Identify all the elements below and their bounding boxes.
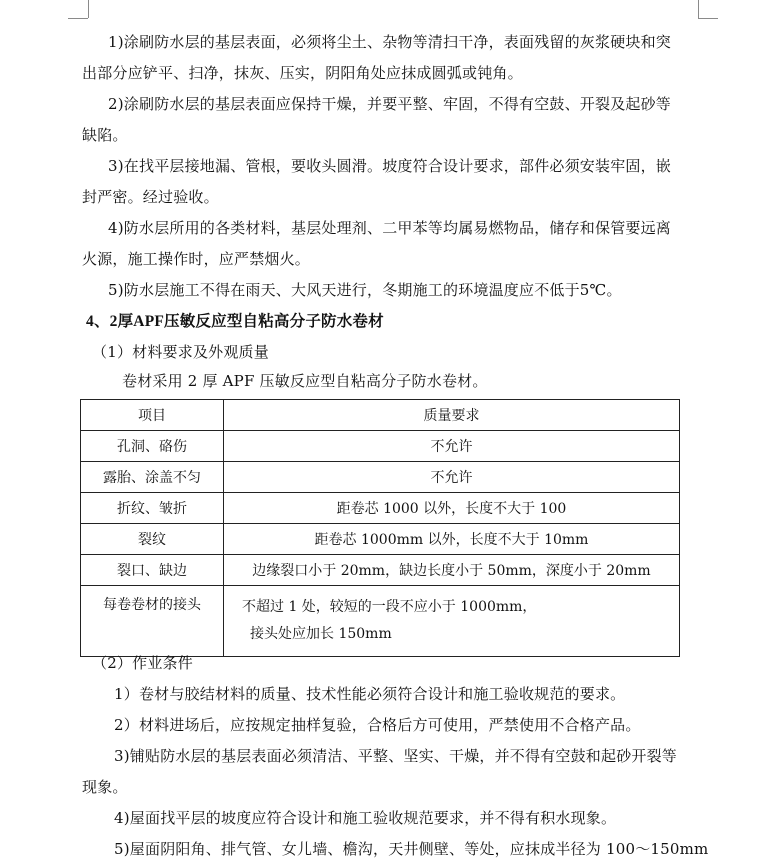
- crop-mark-left-vertical: [88, 0, 89, 18]
- requirement-line: 不超过 1 处，较短的一段不应小于 1000mm，: [242, 599, 537, 615]
- table-cell-item: 每卷卷材的接头: [81, 586, 224, 657]
- crop-mark-left-horizontal: [68, 18, 88, 19]
- paragraph-line: 1)涂刷防水层的基层表面，必须将尘土、杂物等清扫干净，表面残留的灰浆硬块和突: [108, 33, 671, 51]
- table-header-row: [81, 400, 680, 431]
- table-row: [81, 493, 680, 524]
- table-row: [81, 431, 680, 462]
- paragraph-line: 2）材料进场后，应按规定抽样复验，合格后方可使用，严禁使用不合格产品。: [114, 716, 641, 734]
- crop-mark-right-horizontal: [698, 18, 718, 19]
- table-cell-item: 孔洞、硌伤: [81, 431, 224, 462]
- table-row: [81, 555, 680, 586]
- subsection-heading: （1）材料要求及外观质量: [92, 343, 269, 361]
- paragraph-line: 火源，施工操作时，应严禁烟火。: [82, 250, 311, 268]
- table-header-cell: 项目: [81, 400, 224, 431]
- paragraph-line: 缺陷。: [82, 126, 128, 144]
- paragraph-line: 2)涂刷防水层的基层表面应保持干燥，并要平整、牢固，不得有空鼓、开裂及起砂等: [108, 95, 671, 113]
- table-header-cell: 质量要求: [224, 400, 680, 431]
- paragraph-line: 1）卷材与胶结材料的质量、技术性能必须符合设计和施工验收规范的要求。: [114, 685, 626, 703]
- section-heading: 4、2厚APF压敏反应型自粘高分子防水卷材: [86, 313, 384, 330]
- paragraph-line: 5)防水层施工不得在雨天、大风天进行，冬期施工的环境温度应不低于5℃。: [108, 281, 622, 299]
- table-cell-requirement: 不允许: [224, 431, 680, 462]
- table-row: [81, 524, 680, 555]
- paragraph-line: 出部分应铲平、扫净，抹灰、压实，阴阳角处应抹成圆弧或钝角。: [82, 64, 523, 82]
- table-cell-item: 露胎、涂盖不匀: [81, 462, 224, 493]
- table-cell-item: 折纹、皱折: [81, 493, 224, 524]
- requirement-line: 接头处应加长 150mm: [250, 626, 392, 642]
- subsection-heading: （2）作业条件: [92, 654, 193, 672]
- table-cell-requirement: [224, 586, 680, 657]
- paragraph-line: 4)防水层所用的各类材料，基层处理剂、二甲苯等均属易燃物品，储存和保管要远离: [108, 219, 671, 237]
- crop-mark-right-vertical: [698, 0, 699, 18]
- table-cell-requirement: 距卷芯 1000 以外，长度不大于 100: [224, 493, 680, 524]
- paragraph-line: 封严密。经过验收。: [82, 188, 219, 206]
- table-cell-item: 裂纹: [81, 524, 224, 555]
- paragraph-line: 5)屋面阴阳角、排气管、女儿墙、檐沟，天井侧壁、等处，应抹成半径为 100～150mm: [114, 840, 709, 858]
- quality-requirements-table: [80, 399, 680, 657]
- table-cell-requirement: 不允许: [224, 462, 680, 493]
- paragraph-line: 3)铺贴防水层的基层表面必须清洁、平整、坚实、干燥，并不得有空鼓和起砂开裂等: [114, 747, 677, 765]
- table-row: [81, 462, 680, 493]
- table-cell-item: 裂口、缺边: [81, 555, 224, 586]
- paragraph-line: 卷材采用 2 厚 APF 压敏反应型自粘高分子防水卷材。: [122, 372, 488, 390]
- table-cell-requirement: 距卷芯 1000mm 以外，长度不大于 10mm: [224, 524, 680, 555]
- table-cell-requirement: 边缘裂口小于 20mm，缺边长度小于 50mm，深度小于 20mm: [224, 555, 680, 586]
- table-row: [81, 586, 680, 657]
- paragraph-line: 4)屋面找平层的坡度应符合设计和施工验收规范要求，并不得有积水现象。: [114, 809, 617, 827]
- paragraph-line: 现象。: [82, 778, 128, 796]
- paragraph-line: 3)在找平层接地漏、管根，要收头圆滑。坡度符合设计要求，部件必须安装牢固，嵌: [108, 157, 671, 175]
